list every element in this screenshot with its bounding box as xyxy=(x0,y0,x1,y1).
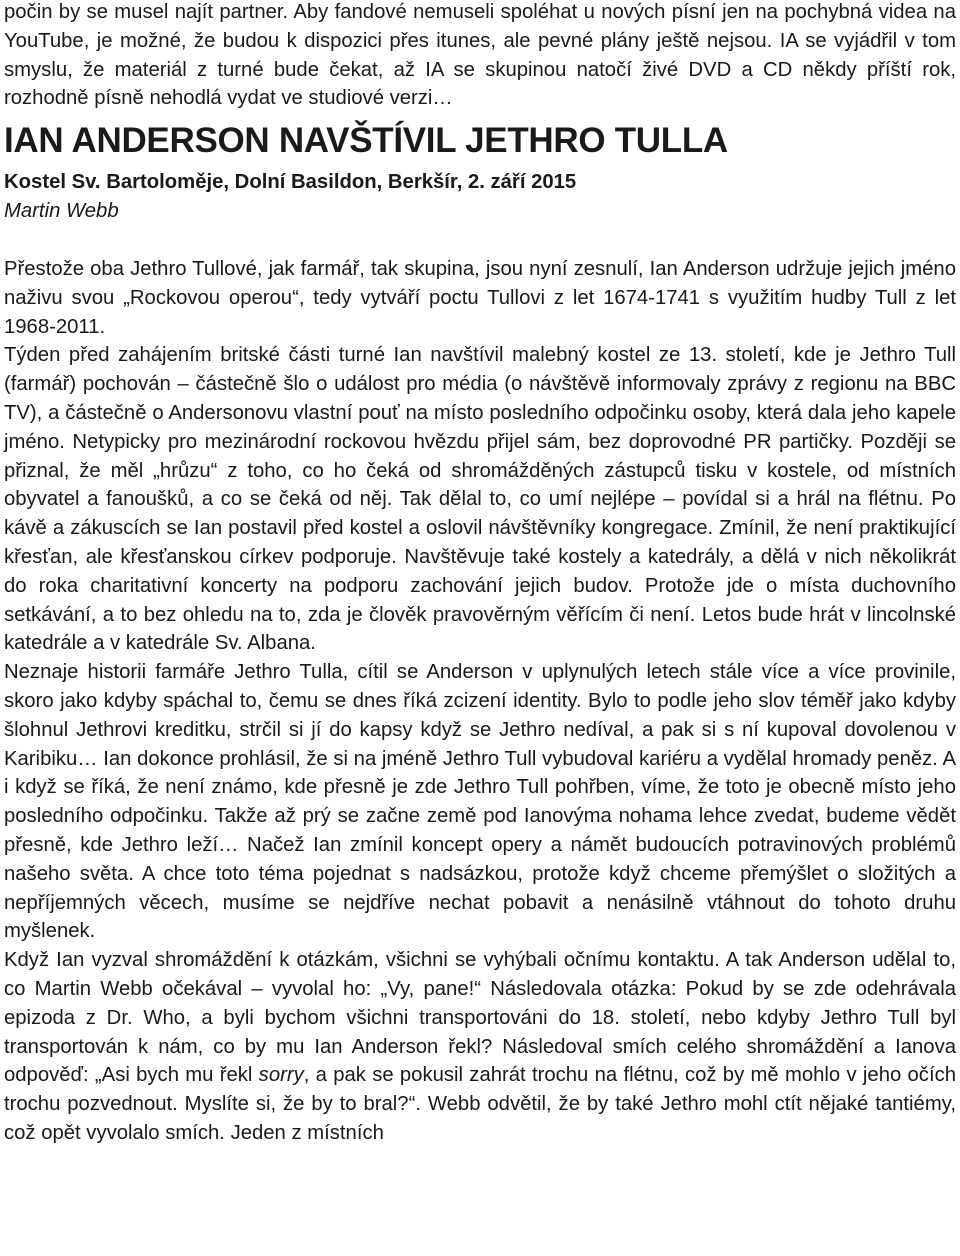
article-title: IAN ANDERSON NAVŠTÍVIL JETHRO TULLA xyxy=(4,121,728,160)
body-paragraph: Přestože oba Jethro Tullové, jak farmář, tak skupina, jsou nyní zesnulí, Ian Anderson udržuje jejich jméno naživu svou „Rockovou operou“, tedy vytváří poctu Tullovi z let 1674-1741 s využitím hudby Tull z let 1968-2011. xyxy=(4,258,956,338)
body-paragraph: Neznaje historii farmáře Jethro Tulla, cítil se Anderson v uplynulých letech stále více a více provinile, skoro jako kdyby spáchal to, čemu se dnes říká zcizení identity. Bylo to podle jeho slov téměř jako kdyby šlohnul Jethrovi kreditku, strčil si jí do kapsy když se Jethro nedíval, a pak si s ní kupoval dovolenou v Karibiku… Ian dokonce prohlásil, že si na jméně Jethro Tull vybudoval kariéru a vydělal hromady peněz. A i když se říká, že není známo, kde přesně je zde Jethro Tull pohřben, víme, že toto je obecně místo jeho posledního odpočinku. Takže až prý se začne země pod Ianovýma nohama lehce zvedat, budeme vědět přesně, kde Jethro leží… Načež Ian zmínil koncept opery a námět budoucích potravinových problémů našeho světa. A chce toto téma pojednat s nadsázkou, protože když chceme přemýšlet o složitých a nepříjemných věcech, musíme se nejdříve nechat pobavit a nenásilně vtáhnout do tohoto druhu myšlenek. xyxy=(4,661,956,943)
emphasis-text: sorry xyxy=(258,1064,304,1087)
body-paragraph: Týden před zahájením britské části turné Ian navštívil malebný kostel ze 13. století, kde je Jethro Tull (farmář) pochován – částečně šlo o událost pro média (o návštěvě informovaly zprávy z regionu na BBC TV), a částečně o Andersonovu vlastní pouť na místo posledního odpočinku osoby, která dala jeho kapele jméno. Netypicky pro mezinárodní rockovou hvězdu přijel sám, bez doprovodné PR partičky. Později se přiznal, že měl „hrůzu“ z toho, co ho čeká od shromážděných zástupců tisku v kostele, od místních obyvatel a fanoušků, a co se čeká od něj. Tak dělal to, co umí nejlépe – povídal si a hrál na flétnu. Po kávě a zákuscích se Ian postavil před kostel a oslovil návštěvníky kongregace. Zmínil, že není praktikující křesťan, ale křesťanskou církev podporuje. Navštěvuje také kostely a katedrály, a dělá v nich několikrát do roka charitativní koncerty na podporu zachování jejich budov. Protože jde o místa duchovního setkávání, a to bez ohledu na to, zda je člověk pravověrným věřícím či není. Letos bude hrát v lincolnské katedrále a v katedrále Sv. Albana. xyxy=(4,344,956,655)
intro-paragraph: počin by se musel najít partner. Aby fandové nemuseli spoléhat u nových písní jen na pochybná videa na YouTube, je možné, že budou k dispozici přes itunes, ale pevné plány ještě nejsou. IA se vyjádřil v tom smyslu, že materiál z turné bude čekat, až IA se skupinou natočí živé DVD a CD někdy příští rok, rozhodně písně nehodlá vydat ve studiové verzi… xyxy=(4,1,956,110)
text-run: , a pak se pokusil zahrát trochu na flétnu, což by mě mohlo v jeho očích trochu pozvednout. Myslíte si, že by to bral?“. Webb odvětil, že by také Jethro mohl ctít nějaké tantiémy, což opět vyvolalo smích. Jeden z místních xyxy=(4,1064,957,1144)
text-run: Když Ian vyzval shromáždění k otázkám, všichni se vyhýbali očnímu kontaktu. A tak Anderson udělal to, co Martin Webb očekával – vyvolal ho: „Vy, pane!“ Následovala otázka: Pokud by se zde odehrávala epizoda z Dr. Who, a byli bychom všichni transportováni do 18. století, nebo kdyby Jethro Tull byl transportován k nám, co by mu Ian Anderson řekl? Následoval smích celého shromáždění a Ianova odpověď: „Asi bych mu řekl xyxy=(4,949,956,1087)
body-paragraph-last xyxy=(4,946,956,1148)
article-body xyxy=(4,255,956,1148)
article-subtitle: Kostel Sv. Bartoloměje, Dolní Basildon, Berkšír, 2. září 2015 xyxy=(4,171,577,193)
article-author: Martin Webb xyxy=(4,200,119,222)
